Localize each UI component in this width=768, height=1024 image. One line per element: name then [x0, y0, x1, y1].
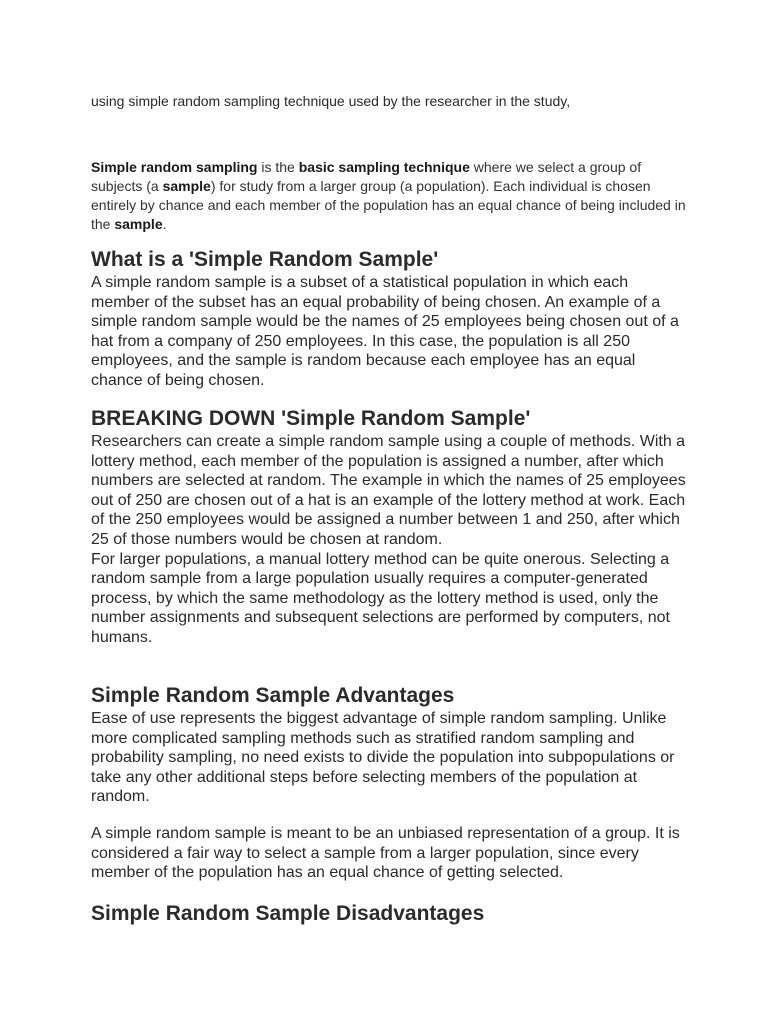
section-heading: Simple Random Sample Disadvantages	[91, 902, 485, 925]
section-heading: What is a 'Simple Random Sample'	[91, 248, 439, 271]
section-advantages	[91, 683, 691, 883]
section-paragraph: A simple random sample is meant to be an unbiased representation of a group. It is considered a fair way to select a sample from a larger population, since every member of the population has an equal chance of getting selected.	[91, 824, 680, 882]
section-paragraph: A simple random sample is a subset of a statistical population in which each member of the subset has an equal probability of being chosen. An example of a simple random sample would be the names of 25 employees being chosen out of a hat from a company of 250 employees. In this case, the population is all 250 employees, and the sample is random because each employee has an equal chance of being chosen.	[91, 274, 679, 389]
section-heading: BREAKING DOWN 'Simple Random Sample'	[91, 407, 531, 430]
definition-term: Simple random sampling	[91, 159, 258, 175]
definition-term: basic sampling technique	[298, 159, 470, 175]
section-paragraph: Researchers can create a simple random sample using a couple of methods. With a lottery method, each member of the population is assigned a number, after which numbers are selected at random. The example in which the names of 25 employees out of 250 are chosen out of a hat is an example of the lottery method at work. Each of the 250 employees would be assigned a number between 1 and 250, after which 25 of those numbers would be chosen at random.	[91, 433, 686, 548]
section-disadvantages	[91, 901, 691, 927]
section-what-is	[91, 247, 691, 391]
section-heading: Simple Random Sample Advantages	[91, 684, 455, 707]
section-breaking-down	[91, 406, 691, 648]
definition-text: ) for study from a larger group (a population). Each individual is chosen entirely by chance and each member of the population has an equal chance of being included in the	[91, 178, 686, 232]
section-paragraph: Ease of use represents the biggest advantage of simple random sampling. Unlike more complicated sampling methods such as stratified random sampling and probability sampling, no need exists to divide the population into subpopulations or take any other additional steps before selecting members of the population at random.	[91, 710, 675, 806]
section-paragraph: For larger populations, a manual lottery method can be quite onerous. Selecting a random sample from a large population usually requires a computer-generated process, by which the same methodology as the lottery method is used, only the number assignments and subsequent selections are performed by computers, not humans.	[91, 550, 670, 646]
definition-text: is the	[257, 159, 299, 175]
definition-text: where we select a group of subjects (a	[91, 159, 642, 194]
definition-term: sample	[162, 178, 211, 194]
intro-line: using simple random sampling technique used by the researcher in the study,	[91, 93, 571, 109]
definition-paragraph	[91, 158, 691, 234]
definition-term: sample	[114, 216, 163, 232]
definition-text: .	[162, 216, 167, 232]
